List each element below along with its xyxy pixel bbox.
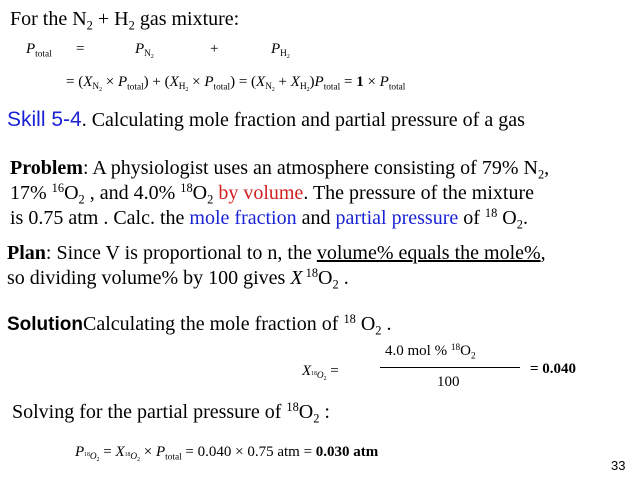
intro-line — [10, 7, 239, 31]
eq1-ph2: $P_{H_2}$ — [271, 41, 290, 61]
final-result: 0.030 atm — [315, 444, 379, 460]
partial-pressure-highlight: partial pressure — [335, 207, 459, 229]
intro-sub: 2 — [86, 18, 93, 33]
fraction-numerator: 4.0 mol % $^{18}O_2$ — [385, 342, 476, 362]
problem-line-1: Problem: A physiologist uses an atmosphere consisting of 79% $N_2$, — [10, 157, 550, 182]
plan-line-1: Plan: Since V is proportional to n, the volume% equals the mole%, — [7, 242, 546, 264]
eq1-equals: = — [76, 41, 85, 57]
mole-fraction-highlight: mole fraction — [189, 207, 297, 229]
fraction-denominator: 100 — [437, 374, 460, 390]
skill-title: . Calculating mole fraction and partial pressure of a gas — [81, 109, 525, 131]
fraction-lhs: $X_{^{18}O_2}$ = — [302, 363, 339, 383]
eq1-plus: + — [210, 41, 219, 57]
intro-plus: + H — [92, 8, 129, 30]
solving-line: Solving for the partial pressure of $^{18}O_2$ : — [12, 400, 330, 426]
problem-line-3: is 0.75 atm . Calc. the mole fraction and partial pressure of $^{18}$ $O_2$. — [10, 206, 528, 232]
by-volume-highlight: by volume — [213, 182, 304, 204]
skill-heading — [7, 107, 525, 133]
eq1-pn2: $P_{N_2}$ — [135, 41, 154, 61]
plan-line-2: so dividing volume% by 100 gives X $^{18}O_2$ . — [7, 266, 349, 292]
solution-label: Solution — [7, 314, 83, 335]
problem-label: Problem — [10, 157, 83, 179]
eq1-lhs: $P_{total}$ — [26, 41, 52, 60]
intro-sub: 2 — [128, 18, 135, 33]
intro-text: For the N — [10, 8, 87, 30]
fraction-bar — [380, 367, 520, 368]
eq2-line: = $(X_{N_2} \times P_{total}) + (X_{H_2} \times P_{total}) = (X_{N_2} + X_{H_2})P_{total} = 1 \times P_{total}$ — [66, 74, 406, 94]
solution-line: SolutionCalculating the mole fraction of $^{18}$ $O_2$ . — [7, 312, 392, 338]
fraction-result: = 0.040 — [530, 361, 577, 377]
problem-line-2: 17% $^{16}O_2$ , and 4.0% $^{18}O_2$ by volume. The pressure of the mixture — [10, 181, 534, 207]
plan-label: Plan — [7, 242, 46, 264]
final-equation: $P_{^{18}O_2} = X_{^{18}O_2} \times P_{total} = 0.040 \times 0.75$ atm = 0.030 atm — [75, 444, 379, 464]
intro-tail: gas mixture: — [134, 8, 240, 30]
skill-label: Skill 5-4 — [7, 108, 82, 131]
volume-equals-mole-underline: volume% equals the mole% — [316, 242, 541, 264]
page-number: 33 — [611, 458, 626, 473]
